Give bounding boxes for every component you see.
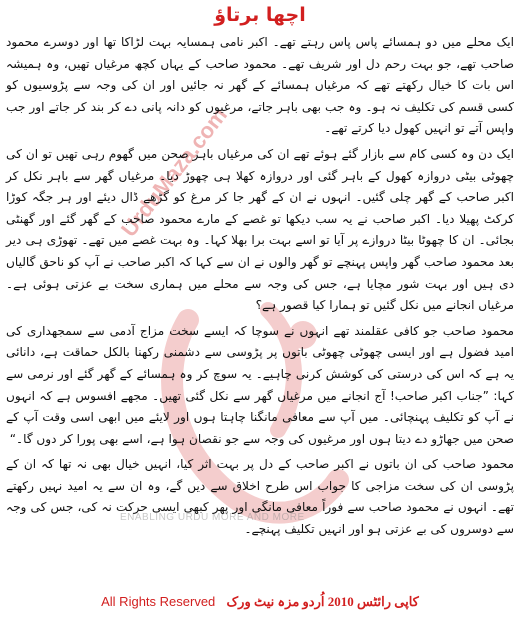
story-title: اچھا برتاؤ (214, 4, 306, 26)
copyright-footer (0, 594, 520, 610)
watermark-text: UrduMaza.com (116, 102, 233, 242)
copyright-english: All Rights Reserved (101, 594, 216, 609)
story-paragraph-4: محمود صاحب کی ان باتوں نے اکبر صاحب کے دل پر بہت اثر کیا، انہیں خیال بھی نہ تھا کہ ان کے پڑوسی ان کی سخت مزاجی کا جواب اس طرح اخلاق سے دیں گے، وہ ان سے یہ امید نہیں رکھتے تھے۔ انہوں نے محمود صاحب سے فوراً معافی مانگی اور پھر کبھی ایسی حرکت نہ کی، جس کی وجہ سے دوسروں کی بے عزتی ہو اور انہیں تکلیف پہنچے۔ (6, 457, 514, 537)
story-paragraph-2: ایک دن وہ کسی کام سے بازار گئے ہوئے تھے ان کی مرغیاں باہر صحن میں گھوم رہی تھیں تو ان کی چھوٹی بیٹی دروازہ کھول کے باہر گئی اور دروازہ کھلا ہی چھوڑ دیا۔ مرغیاں گھر سے باہر نکل کر اکبر صاحب کے گھر چلی گئیں۔ انہوں نے ان کے گھر جا کر مرغ کو گڑھے ڈال دیئے اور ہر جگہ کوڑا کرکٹ پھیلا دیا۔ اکبر صاحب نے یہ سب دیکھا تو غصے کے مارے محمود صاحب کے گھر گئے اور گھنٹی بجائی۔ ان کا چھوٹا بیٹا دروازے پر آیا تو اسے بہت برا بھلا کہا۔ وہ بہت غصے میں تھے۔ تھوڑی ہی دیر بعد محمود صاحب گھر واپس پہنچے تو گھر والوں نے ان سے کہا کہ اکبر صاحب نے آپ کو ناحق گالیاں دی ہیں اور بہت شور مچایا ہے، جس کی وجہ سے محلے میں ہماری سخت بے عزتی ہوئی ہے۔ مرغیاں انجانے میں نکل گئیں تو ہمارا کیا قصور ہے؟ (6, 146, 514, 313)
story-paragraph-3: محمود صاحب جو کافی عقلمند تھے انہوں نے سوچا کہ ایسے سخت مزاج آدمی سے سمجھداری کی امید فضول ہے اور ایسی چھوٹی چھوٹی باتوں پر پڑوسی سے دشمنی رکھنا بالکل حماقت ہے، دانائی یہ ہے کہ اس کی درستی کی کوشش کرنی چاہیے۔ یہ سوچ کر وہ ہمسائے کے گھر گئے اور نرمی سے کہا: ”جناب اکبر صاحب! آج انجانے میں مرغیاں گھر سے نکل گئی تھیں۔ مجھے افسوس ہے کہ انہوں نے آپ کو تکلیف پہنچائی۔ میں آپ سے معافی مانگنا چاہتا ہوں اور لایئے میں ابھی اسی وقت آپ کے صحن میں جھاڑو دے دیتا ہوں اور مرغیوں کی وجہ سے جو نقصان ہوا ہے، اسے بھی پورا کر دوں گا۔“ (6, 323, 514, 446)
copyright-urdu: کاپی رائٹس 2010 اُردو مزہ نیٹ ورک (226, 594, 419, 609)
story-paragraph-1: ایک محلے میں دو ہمسائے پاس پاس رہتے تھے۔ اکبر نامی ہمسایہ بہت لڑاکا تھا اور دوسرے محمود صاحب تھے، جو بہت رحم دل اور شریف تھے۔ محمود صاحب کے یہاں کچھ مرغیاں تھیں، وہ ہمیشہ اس بات کا خیال رکھتے تھے کہ مرغیاں ہمسائے کے گھر نہ جائیں اور ان کی وجہ سے پڑوسیوں کو کسی قسم کی تکلیف نہ ہو۔ وہ جب بھی باہر جاتے، مرغیوں کو دانہ پانی دے کر بند کر جاتے اور جب واپس آتے تو انہیں کھول دیا کرتے تھے۔ (6, 35, 514, 136)
watermark-subtitle: ENABLING URDU MORE AND MORE (120, 512, 305, 523)
